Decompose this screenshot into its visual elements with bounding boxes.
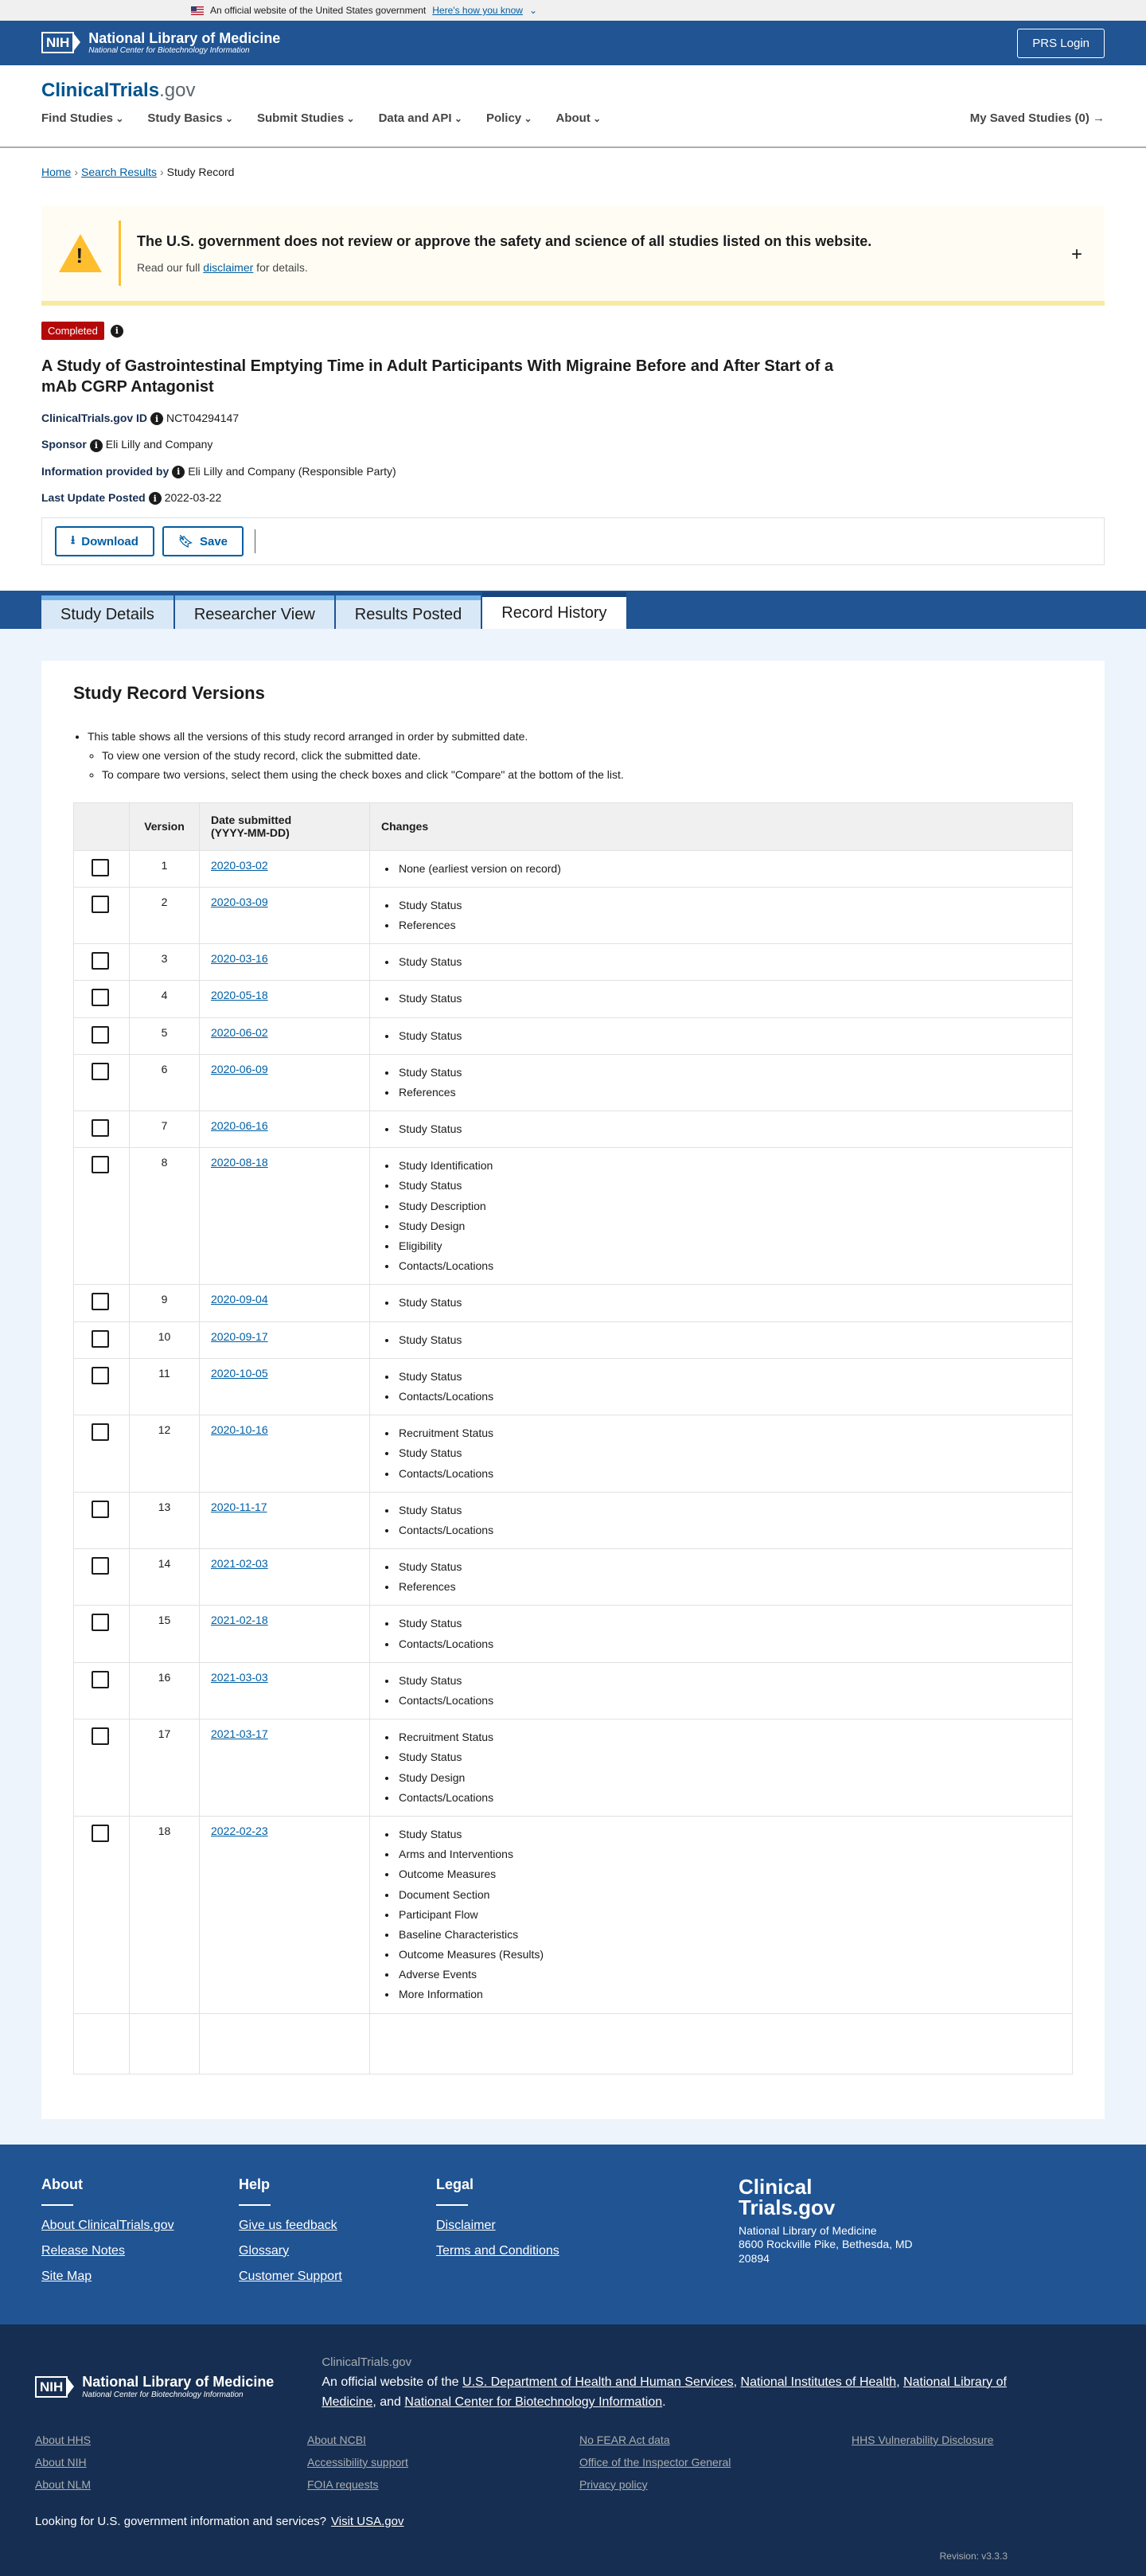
version-number: 10	[130, 1321, 200, 1358]
ncbi-link[interactable]: National Center for Biotechnology Information	[404, 2395, 663, 2410]
compare-checkbox[interactable]	[92, 1330, 109, 1348]
version-date-link[interactable]: 2020-05-18	[211, 989, 268, 1002]
compare-checkbox[interactable]	[92, 1825, 109, 1842]
change-item: • Study Status	[397, 1330, 1061, 1350]
tab-researcher-view[interactable]: Researcher View	[175, 595, 334, 629]
change-item: • Contacts/Locations	[397, 1788, 1061, 1808]
version-number: 12	[130, 1415, 200, 1493]
table-row	[74, 1606, 1073, 1662]
change-item: • Arms and Interventions	[397, 1844, 1061, 1864]
table-row	[74, 944, 1073, 981]
footer-gov-link[interactable]: Accessibility support	[307, 2455, 408, 2469]
nlm-subtitle: National Center for Biotechnology Information	[88, 46, 250, 56]
change-item: • Study Status	[397, 1825, 1061, 1844]
version-date-link[interactable]: 2020-06-09	[211, 1062, 268, 1075]
change-item: • Study Design	[397, 1768, 1061, 1788]
version-date-link[interactable]: 2020-03-16	[211, 952, 268, 966]
compare-checkbox[interactable]	[92, 1671, 109, 1688]
version-date-link[interactable]: 2020-06-02	[211, 1025, 268, 1039]
compare-checkbox[interactable]	[92, 1367, 109, 1384]
change-item: • Study Status	[397, 1747, 1061, 1767]
nct-id: NCT04294147	[166, 412, 240, 424]
change-item: • Study Design	[397, 1216, 1061, 1236]
table-row	[74, 1017, 1073, 1054]
table-row	[74, 1321, 1073, 1358]
footer-gov-link[interactable]: Privacy policy	[579, 2477, 648, 2491]
compare-checkbox[interactable]	[92, 1557, 109, 1575]
version-date-link[interactable]: 2020-08-18	[211, 1156, 268, 1169]
gov-banner-text: An official website of the United States government	[210, 5, 427, 16]
version-date-link[interactable]: 2020-03-09	[211, 895, 268, 908]
gov-banner	[0, 0, 1146, 21]
table-row	[74, 1415, 1073, 1493]
version-number: 13	[130, 1492, 200, 1548]
table-row	[74, 1358, 1073, 1415]
usa-gov-link[interactable]: Visit USA.gov	[331, 2514, 404, 2528]
version-date-link[interactable]: 2020-09-04	[211, 1293, 268, 1306]
change-item: • Study Status	[397, 1557, 1061, 1577]
compare-checkbox[interactable]	[92, 859, 109, 876]
nih-link[interactable]: National Institutes of Health	[740, 2375, 897, 2389]
nav-item-policy[interactable]: Policy ⌄	[486, 111, 532, 125]
change-item: • Outcome Measures (Results)	[397, 1945, 1061, 1965]
version-number: 2	[130, 887, 200, 943]
nlm-link[interactable]: National Library of Medicine	[322, 2375, 1007, 2410]
change-item: • Outcome Measures	[397, 1864, 1061, 1884]
nlm-logo[interactable]	[41, 31, 280, 56]
change-item: • Study Description	[397, 1196, 1061, 1216]
main-content	[0, 629, 1146, 2144]
change-item: • Adverse Events	[397, 1965, 1061, 1985]
tab-study-details[interactable]: Study Details	[41, 595, 173, 629]
version-number: 18	[130, 1816, 200, 2013]
version-number: 5	[130, 1017, 200, 1054]
tab-results-posted[interactable]: Results Posted	[336, 595, 481, 629]
version-number: 9	[130, 1285, 200, 1321]
change-item: • Document Section	[397, 1885, 1061, 1905]
info-icon[interactable]: i	[149, 492, 162, 505]
footer-gov-link[interactable]: About NCBI	[307, 2433, 366, 2446]
nav-item-find-studies[interactable]: Find Studies ⌄	[41, 111, 123, 125]
footer-links	[35, 2434, 1111, 2491]
nav-item-submit-studies[interactable]: Submit Studies ⌄	[257, 111, 355, 125]
col-select	[74, 802, 130, 850]
version-date-link[interactable]: 2020-10-16	[211, 1423, 268, 1437]
change-item: • Study Identification	[397, 1156, 1061, 1176]
status-badge: Completed	[41, 322, 104, 340]
table-row	[74, 1662, 1073, 1719]
prs-login-button[interactable]: PRS Login	[1017, 29, 1105, 58]
table-row	[74, 850, 1073, 887]
download-button[interactable]: ⭳ Download	[55, 526, 154, 556]
revision: Revision: v3.3.3	[939, 2550, 1008, 2562]
version-number: 14	[130, 1549, 200, 1606]
footer-gov-link[interactable]: Office of the Inspector General	[579, 2455, 731, 2469]
status-row	[0, 306, 1146, 340]
change-item: • Contacts/Locations	[397, 1691, 1061, 1711]
version-number: 6	[130, 1054, 200, 1110]
study-meta	[0, 397, 1146, 505]
version-number: 17	[130, 1719, 200, 1817]
col-date: Date submitted (YYYY-MM-DD)	[200, 802, 370, 850]
compare-checkbox[interactable]	[92, 952, 109, 970]
version-number: 16	[130, 1662, 200, 1719]
change-item: • References	[397, 915, 1061, 935]
change-item: • Recruitment Status	[397, 1727, 1061, 1747]
compare-checkbox[interactable]	[92, 1501, 109, 1518]
version-number: 8	[130, 1148, 200, 1285]
version-number: 4	[130, 981, 200, 1017]
compare-checkbox[interactable]	[92, 1727, 109, 1745]
footer-gov-link[interactable]: About NIH	[35, 2455, 87, 2469]
footer-col-about: About About ClinicalTrials.gov Release Notes Site Map	[41, 2176, 239, 2324]
nav-item-about[interactable]: About ⌄	[556, 111, 602, 125]
footer-col-legal: Legal Disclaimer Terms and Conditions	[436, 2176, 633, 2324]
nav-item-study-basics[interactable]: Study Basics ⌄	[147, 111, 233, 125]
study-title: A Study of Gastrointestinal Emptying Time in Adult Participants With Migraine Before and After Start of a mAb CGRP Antagonist	[41, 357, 834, 396]
hhs-link[interactable]: U.S. Department of Health and Human Services	[462, 2375, 734, 2389]
alert-heading: The U.S. government does not review or approve the safety and science of all studies listed on this website.	[137, 232, 872, 249]
compare-checkbox[interactable]	[92, 896, 109, 913]
table-row	[74, 887, 1073, 943]
disclaimer-alert: ! The U.S. government does not review or approve the safety and science of all studies listed on this website. Read our full disclaimer for details. +	[41, 205, 1105, 306]
footer-link[interactable]: Disclaimer	[436, 2218, 496, 2232]
change-item: • Study Status	[397, 952, 1061, 972]
change-item: • Study Status	[397, 1367, 1061, 1387]
change-item: • Study Status	[397, 1501, 1061, 1520]
compare-checkbox[interactable]	[92, 1423, 109, 1441]
compare-checkbox[interactable]	[92, 1293, 109, 1310]
change-item: • Study Status	[397, 1119, 1061, 1139]
version-date-link[interactable]: 2021-02-18	[211, 1614, 268, 1627]
breadcrumb-home[interactable]: Home	[41, 166, 72, 178]
change-item: • Study Status	[397, 1671, 1061, 1691]
table-row	[74, 1054, 1073, 1110]
breadcrumb-search-results[interactable]: Search Results	[81, 166, 157, 178]
nlm-header	[0, 21, 1146, 65]
site-header	[0, 65, 1146, 148]
last-update-label: Last Update Posted	[41, 490, 146, 504]
footer-gov-link[interactable]: About HHS	[35, 2433, 92, 2446]
change-item: • Recruitment Status	[397, 1423, 1061, 1443]
footer-link[interactable]: Glossary	[239, 2243, 290, 2258]
change-item: • References	[397, 1577, 1061, 1597]
change-item: • Contacts/Locations	[397, 1634, 1061, 1654]
info-icon[interactable]: i	[172, 466, 185, 478]
change-item: • Study Status	[397, 1176, 1061, 1196]
versions-heading: Study Record Versions	[73, 683, 265, 704]
version-date-link[interactable]: 2020-11-17	[211, 1500, 267, 1513]
version-date-link[interactable]: 2021-03-03	[211, 1670, 268, 1684]
change-item: • Eligibility	[397, 1236, 1061, 1256]
col-version: Version	[130, 802, 200, 850]
version-date-link[interactable]: 2022-02-23	[211, 1824, 268, 1837]
table-row	[74, 1111, 1073, 1148]
breadcrumb-current: Study Record	[166, 166, 235, 178]
versions-intro: • This table shows all the versions of this study record arranged in order by submitted date. ◦ To view one version of the study record, click the submitted date. ◦ To compare two versions, select them using the check boxes and click "Compare" at the bottom of the list.	[88, 728, 1073, 784]
main-nav	[41, 111, 1105, 125]
change-item: • Study Status	[397, 1026, 1061, 1046]
last-update-value: 2022-03-22	[164, 490, 222, 504]
sponsor-label: Sponsor	[41, 438, 87, 451]
tab-record-history[interactable]: Record History	[482, 592, 626, 629]
footer-link[interactable]: Site Map	[41, 2269, 92, 2283]
table-row	[74, 981, 1073, 1017]
version-number: 15	[130, 1606, 200, 1662]
table-row	[74, 1285, 1073, 1321]
info-icon[interactable]: i	[150, 412, 163, 425]
version-date-link[interactable]: 2021-03-17	[211, 1727, 268, 1741]
id-label: ClinicalTrials.gov ID	[41, 412, 148, 424]
expand-alert-icon[interactable]: +	[1070, 244, 1082, 265]
change-item: • None (earliest version on record)	[397, 859, 1061, 879]
change-item: • Study Status	[397, 896, 1061, 915]
table-row	[74, 1549, 1073, 1606]
save-button[interactable]: 🔖︎ Save	[162, 526, 244, 556]
change-item: • Participant Flow	[397, 1905, 1061, 1925]
nav-item-data-and-api[interactable]: Data and API ⌄	[379, 111, 462, 125]
footer-col-help: Help Give us feedback Glossary Customer Support	[239, 2176, 436, 2324]
change-item: • Contacts/Locations	[397, 1387, 1061, 1407]
footer-link[interactable]: Release Notes	[41, 2243, 125, 2258]
change-item: • Study Status	[397, 1443, 1061, 1463]
disclaimer-link[interactable]: disclaimer	[203, 260, 254, 274]
change-item: • More Information	[397, 1985, 1061, 2004]
compare-checkbox[interactable]	[92, 989, 109, 1006]
footer-nlm	[0, 2324, 1146, 2576]
table-row	[74, 1492, 1073, 1548]
change-item: • References	[397, 1083, 1061, 1103]
download-icon: ⭳	[71, 533, 76, 547]
compare-checkbox[interactable]	[92, 1026, 109, 1044]
change-item: • Baseline Characteristics	[397, 1925, 1061, 1945]
compare-checkbox[interactable]	[92, 1156, 109, 1173]
heres-how-link[interactable]: Here's how you know	[432, 5, 523, 16]
footer-nlm-logo[interactable]: NIH National Library of Medicine National Center for Biotechnology Information	[35, 2361, 274, 2413]
version-number: 11	[130, 1358, 200, 1415]
table-row	[74, 1816, 1073, 2013]
tab-bar	[0, 591, 1146, 629]
change-item: • Study Status	[397, 989, 1061, 1009]
nih-logo-icon: NIH	[35, 2376, 68, 2398]
warning-icon: !	[59, 234, 102, 272]
change-item: • Study Status	[397, 1063, 1061, 1083]
info-icon[interactable]: i	[111, 325, 123, 338]
info-icon[interactable]: i	[90, 439, 103, 452]
footer-logo[interactable]: Clinical Trials.gov	[739, 2174, 836, 2219]
footer-link[interactable]: About ClinicalTrials.gov	[41, 2218, 174, 2232]
footer-gov-link[interactable]: HHS Vulnerability Disclosure	[852, 2433, 994, 2446]
version-date-link[interactable]: 2020-06-16	[211, 1119, 268, 1133]
table-row	[74, 1719, 1073, 1817]
change-item: • Study Status	[397, 1293, 1061, 1313]
footer-address: National Library of Medicine 8600 Rockville Pike, Bethesda, MD 20894	[739, 2223, 913, 2265]
saved-studies-link[interactable]: My Saved Studies (0) →	[969, 111, 1105, 125]
compare-checkbox[interactable]	[92, 1119, 109, 1137]
actions-bar	[41, 517, 1105, 565]
change-item: • Study Status	[397, 1614, 1061, 1633]
nlm-title: National Library of Medicine	[88, 29, 281, 46]
footer-link[interactable]: Customer Support	[239, 2269, 342, 2283]
official-site-text: ClinicalTrials.gov An official website of the U.S. Department of Health and Human Services, National Institutes of Health, National Library of Medicine, and National Center for Biotechnology Information.	[322, 2355, 1007, 2410]
breadcrumb: Home › Search Results › Study Record	[41, 166, 235, 178]
info-provided-value: Eli Lilly and Company (Responsible Party)	[188, 464, 396, 478]
version-date-link[interactable]: 2020-03-02	[211, 858, 268, 872]
footer-link[interactable]: Terms and Conditions	[436, 2243, 559, 2258]
versions-table	[73, 802, 1073, 2074]
bookmark-icon: 🔖︎	[177, 535, 193, 549]
version-date-link[interactable]: 2020-10-05	[211, 1366, 268, 1380]
footer-link[interactable]: Give us feedback	[239, 2218, 337, 2232]
footer-brand	[739, 2176, 913, 2324]
col-changes: Changes	[370, 802, 1073, 850]
footer-gov-link[interactable]: No FEAR Act data	[579, 2433, 670, 2446]
nih-logo-icon: NIH	[41, 32, 74, 53]
info-provided-label: Information provided by	[41, 464, 170, 478]
compare-checkbox[interactable]	[92, 1614, 109, 1631]
footer-gov-link[interactable]: About NLM	[35, 2477, 92, 2491]
version-number: 7	[130, 1111, 200, 1148]
change-item: • Contacts/Locations	[397, 1520, 1061, 1540]
site-brand[interactable]: ClinicalTrials.gov	[41, 80, 196, 101]
change-item: • Contacts/Locations	[397, 1256, 1061, 1276]
footer-gov-link[interactable]: FOIA requests	[307, 2477, 379, 2491]
version-date-link[interactable]: 2020-09-17	[211, 1329, 268, 1343]
us-flag-icon	[191, 6, 204, 15]
version-date-link[interactable]: 2021-02-03	[211, 1557, 268, 1571]
footer-main	[0, 2145, 1146, 2324]
version-number: 3	[130, 944, 200, 981]
chevron-down-icon: ⌄	[528, 5, 538, 16]
versions-panel	[41, 661, 1105, 2118]
sponsor-value: Eli Lilly and Company	[105, 438, 213, 451]
usa-gov-row: Looking for U.S. government information and services? Visit USA.gov	[35, 2514, 404, 2528]
compare-checkbox[interactable]	[92, 1063, 109, 1080]
change-item: • Contacts/Locations	[397, 1464, 1061, 1484]
version-number: 1	[130, 850, 200, 887]
table-row	[74, 1148, 1073, 1285]
